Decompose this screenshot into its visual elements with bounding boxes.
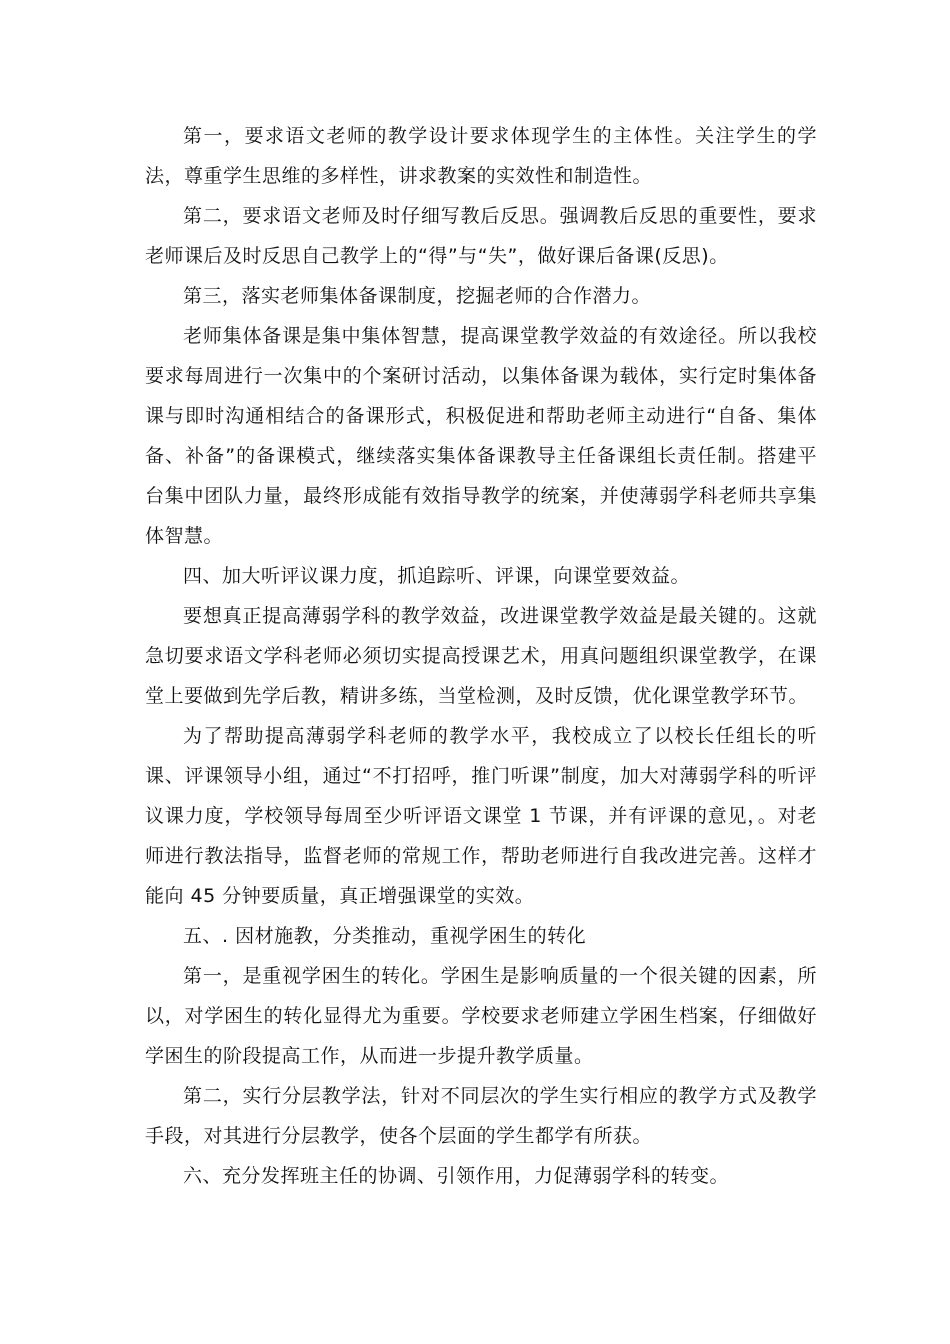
- document-body: [145, 116, 817, 1196]
- paragraph: 老师集体备课是集中集体智慧，提高课堂教学效益的有效途径。所以我校要求每周进行一次集中的个案研讨活动，以集体备课为载体，实行定时集体备课与即时沟通相结合的备课形式，积极促进和帮助老师主动进行“自备、集体备、补备”的备课模式，继续落实集体备课教导主任备课组长责任制。搭建平台集中团队力量，最终形成能有效指导教学的统案，并使薄弱学科老师共享集体智慧。: [145, 325, 817, 547]
- paragraph: 第三，落实老师集体备课制度，挖掘老师的合作潜力。: [183, 285, 652, 307]
- section-heading: 五、. 因材施教，分类推动，重视学困生的转化: [183, 925, 587, 947]
- paragraph: 第一，是重视学困生的转化。学困生是影响质量的一个很关键的因素，所以，对学困生的转化显得尤为重要。学校要求老师建立学困生档案，仔细做好学困生的阶段提高工作，从而进一步提升教学质量。: [145, 965, 817, 1067]
- paragraph: 为了帮助提高薄弱学科老师的教学水平，我校成立了以校长任组长的听课、评课领导小组，通过“不打招呼，推门听课”制度，加大对薄弱学科的听评议课力度，学校领导每周至少听评语文课堂 1 节课，并有评课的意见，。对老师进行教法指导，监督老师的常规工作，帮助老师进行自我改进完善。这样才能向 45 分钟要质量，真正增强课堂的实效。: [145, 725, 817, 907]
- section-heading: 四、加大听评议课力度，抓追踪听、评课，向课堂要效益。: [183, 565, 691, 587]
- paragraph: 要想真正提高薄弱学科的教学效益，改进课堂教学效益是最关键的。这就急切要求语文学科老师必须切实提高授课艺术，用真问题组织课堂教学，在课堂上要做到先学后教，精讲多练，当堂检测，及时反馈，优化课堂教学环节。: [145, 605, 817, 707]
- paragraph: 第一，要求语文老师的教学设计要求体现学生的主体性。关注学生的学法，尊重学生思维的多样性，讲求教案的实效性和制造性。: [145, 125, 817, 187]
- section-heading: 六、充分发挥班主任的协调、引领作用，力促薄弱学科的转变。: [183, 1165, 730, 1187]
- paragraph: 第二，实行分层教学法，针对不同层次的学生实行相应的教学方式及教学手段，对其进行分层教学，使各个层面的学生都学有所获。: [145, 1085, 817, 1147]
- paragraph: 第二，要求语文老师及时仔细写教后反思。强调教后反思的重要性，要求老师课后及时反思自己教学上的“得”与“失”，做好课后备课(反思)。: [145, 205, 817, 267]
